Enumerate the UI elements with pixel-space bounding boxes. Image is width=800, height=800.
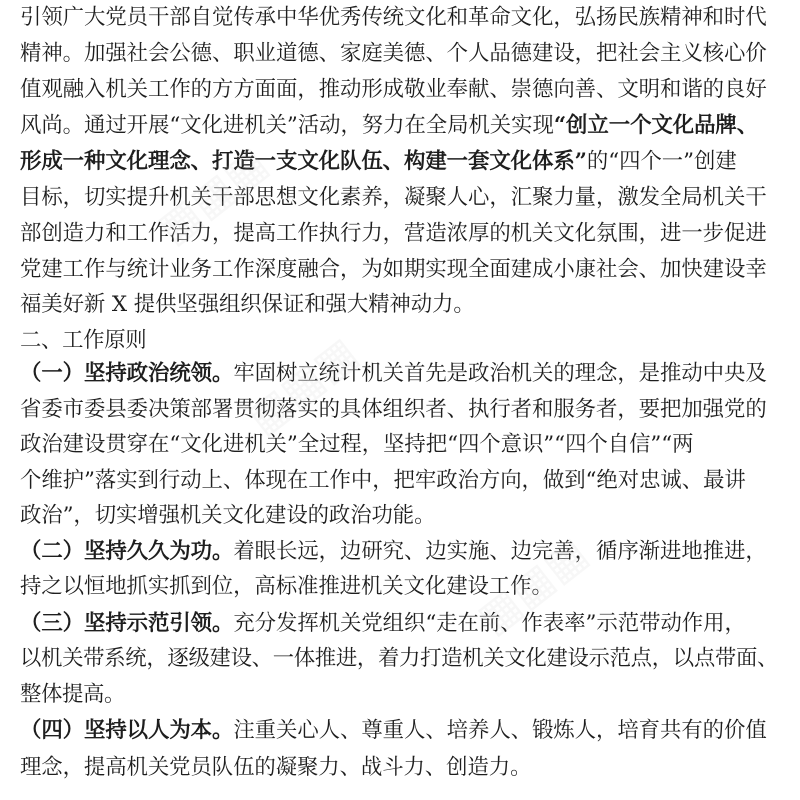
text-segment: 风尚。通过开展“文化进机关”活动，努力在全局机关实现 — [20, 113, 554, 138]
text-segment: 值观融入机关工作的方方面面，推动形成敬业奉献、崇德向善、文明和谐的良好 — [20, 77, 767, 102]
watermark: ▦▦▦ — [467, 527, 598, 644]
text-segment: 注重关心人、尊重人、培养人、锻炼人，培育共有的价值 — [233, 718, 767, 743]
text-line — [20, 713, 780, 749]
text-segment: 理念，提高机关党员队伍的凝聚力、战斗力、创造力。 — [20, 755, 532, 780]
text-line — [20, 108, 780, 144]
text-segment: 目标，切实提升机关干部思想文化素养，凝聚人心，汇聚力量，激发全局机关干 — [20, 185, 767, 210]
text-line — [20, 534, 780, 570]
text-segment: 的“四个一”创建 — [586, 149, 737, 174]
watermark: ▦▦▦ — [147, 137, 278, 254]
bold-text-segment: 形成一种文化理念、打造一支文化队伍、构建一套文化体系” — [20, 149, 587, 174]
text-segment: 引领广大党员干部自觉传承中华优秀传统文化和革命文化，弘扬民族精神和时代 — [20, 5, 767, 30]
watermark: ▦▦▦ — [237, 327, 368, 444]
text-segment: 充分发挥机关党组织“走在前、作表率”示范带动作用， — [233, 611, 746, 636]
text-segment: 以机关带系统，逐级建设、一体推进，着力打造机关文化建设示范点，以点带面、 — [20, 646, 779, 671]
text-line — [20, 677, 780, 713]
text-line — [20, 750, 780, 786]
text-line — [20, 252, 780, 288]
bold-text-segment: （三）坚持示范引领。 — [20, 611, 234, 636]
text-line — [20, 36, 780, 72]
text-line — [20, 463, 780, 499]
text-line — [20, 498, 780, 534]
text-line — [20, 427, 780, 463]
text-line — [20, 144, 780, 180]
bold-text-segment: （一）坚持政治统领。 — [20, 361, 234, 386]
text-line — [20, 356, 780, 392]
text-segment: 部创造力和工作活力，提高工作执行力，营造浓厚的机关文化氛围，进一步促进 — [20, 221, 767, 246]
text-line — [20, 392, 780, 428]
text-line — [20, 569, 780, 605]
text-segment: 精神。加强社会公德、职业道德、家庭美德、个人品德建设，把社会主义核心价 — [20, 41, 767, 66]
text-line — [20, 72, 780, 108]
text-segment: 福美好新 X 提供坚强组织保证和强大精神动力。 — [20, 292, 475, 317]
bold-text-segment: （二）坚持久久为功。 — [20, 539, 234, 564]
text-segment: 个维护”落实到行动上、体现在工作中，把牢政治方向，做到“绝对忠诚、最讲 — [20, 468, 746, 493]
text-line — [20, 216, 780, 252]
text-segment: 牢固树立统计机关首先是政治机关的理念，是推动中央及 — [233, 361, 767, 386]
text-segment: 政治建设贯穿在“文化进机关”全过程，坚持把“四个意识”“四个自信”“两 — [20, 432, 694, 457]
bold-text-segment: （四）坚持以人为本。 — [20, 718, 234, 743]
text-segment: 二、工作原则 — [20, 328, 147, 353]
text-segment: 持之以恒地抓实抓到位，高标准推进机关文化建设工作。 — [20, 574, 553, 599]
text-segment: 政治”，切实增强机关文化建设的政治功能。 — [20, 503, 436, 528]
text-line — [20, 323, 780, 359]
text-segment: 党建工作与统计业务工作深度融合，为如期实现全面建成小康社会、加快建设幸 — [20, 257, 767, 282]
text-line — [20, 641, 780, 677]
text-line — [20, 180, 780, 216]
text-line — [20, 0, 780, 36]
text-segment: 省委市委县委决策部署贯彻落实的具体组织者、执行者和服务者，要把加强党的 — [20, 397, 767, 422]
bold-text-segment: “创立一个文化品牌、 — [553, 113, 759, 138]
text-segment: 着眼长远，边研究、边实施、边完善，循序渐进地推进， — [233, 539, 767, 564]
text-segment: 整体提高。 — [20, 682, 125, 707]
text-line — [20, 287, 780, 323]
text-line — [20, 606, 780, 642]
